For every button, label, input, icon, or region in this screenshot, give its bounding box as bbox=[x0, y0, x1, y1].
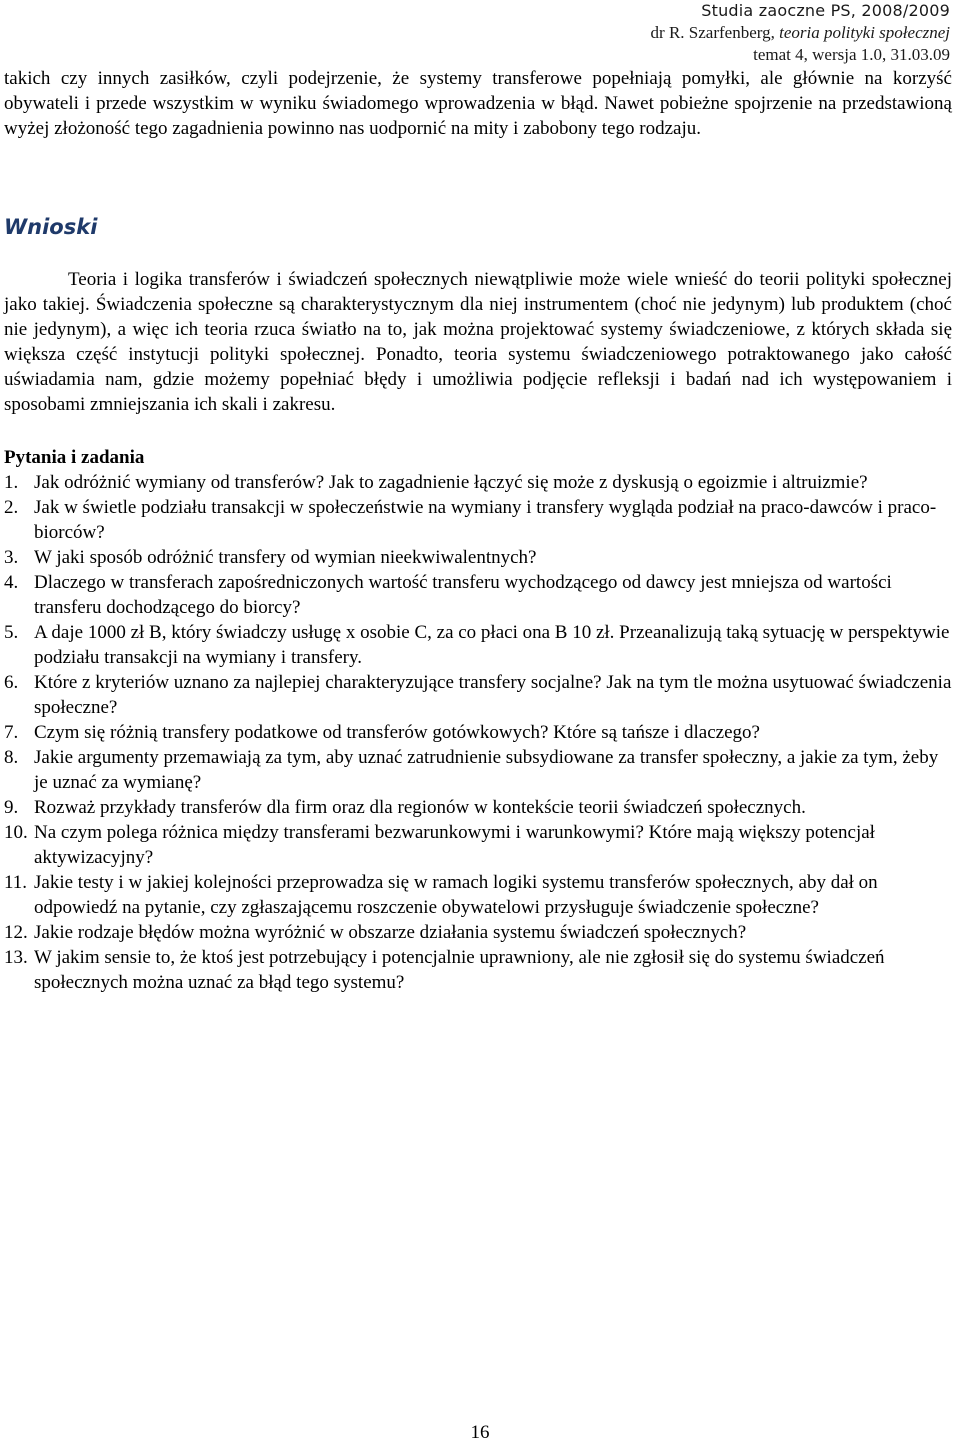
page-number: 16 bbox=[470, 1422, 490, 1443]
question-item bbox=[4, 470, 952, 495]
header-subject: teoria polityki społecznej bbox=[779, 23, 950, 42]
question-item bbox=[4, 745, 952, 795]
question-text: Jak w świetle podziału transakcji w społeczeństwie na wymiany i transfery wygląda podział na praco-dawców i praco-biorców? bbox=[34, 497, 937, 543]
question-item bbox=[4, 795, 952, 820]
question-item bbox=[4, 720, 952, 745]
question-text: Które z kryteriów uznano za najlepiej charakteryzujące transfery socjalne? Jak na tym tle można usytuować świadczenia społeczne? bbox=[34, 672, 952, 718]
question-number: 5. bbox=[4, 622, 19, 643]
question-text: Jakie argumenty przemawiają za tym, aby uznać zatrudnienie subsydiowane za transfer społeczny, a jakie za tym, żeby je uznać za wymianę? bbox=[34, 747, 939, 793]
question-number: 11. bbox=[4, 872, 28, 893]
questions-title: Pytania i zadania bbox=[4, 447, 145, 468]
question-text: Dlaczego w transferach zapośredniczonych wartość transferu wychodzącego od dawcy jest mniejsza od wartości transferu dochodzącego do biorcy? bbox=[34, 572, 892, 618]
header-author-line bbox=[651, 22, 950, 44]
question-item bbox=[4, 545, 952, 570]
question-number: 6. bbox=[4, 672, 19, 693]
question-text: W jaki sposób odróżnić transfery od wymian nieekwiwalentnych? bbox=[34, 547, 537, 568]
question-number: 8. bbox=[4, 747, 19, 768]
question-number: 10. bbox=[4, 822, 28, 843]
question-item bbox=[4, 670, 952, 720]
question-number: 7. bbox=[4, 722, 19, 743]
question-number: 2. bbox=[4, 497, 19, 518]
question-number: 4. bbox=[4, 572, 19, 593]
question-text: Jak odróżnić wymiany od transferów? Jak to zagadnienie łączyć się może z dyskusją o egoizmie i altruizmie? bbox=[34, 472, 868, 493]
question-text: Rozważ przykłady transferów dla firm oraz dla regionów w kontekście teorii świadczeń społecznych. bbox=[34, 797, 806, 818]
question-text: Czym się różnią transfery podatkowe od transferów gotówkowych? Które są tańsze i dlaczego? bbox=[34, 722, 760, 743]
question-text: W jakim sensie to, że ktoś jest potrzebujący i potencjalnie uprawniony, ale nie zgłosił się do systemu świadczeń społecznych można uznać za błąd tego systemu? bbox=[34, 947, 885, 993]
question-number: 9. bbox=[4, 797, 19, 818]
question-text: Jakie rodzaje błędów można wyróżnić w obszarze działania systemu świadczeń społecznych? bbox=[34, 922, 747, 943]
question-item bbox=[4, 920, 952, 945]
header-version: temat 4, wersja 1.0, 31.03.09 bbox=[753, 45, 950, 64]
document-body bbox=[4, 66, 952, 995]
question-number: 13. bbox=[4, 947, 28, 968]
question-number: 1. bbox=[4, 472, 19, 493]
question-item bbox=[4, 620, 952, 670]
question-text: Jakie testy i w jakiej kolejności przeprowadza się w ramach logiki systemu transferów społecznych, aby dał on odpowiedź na pytanie, czy zgłaszającemu roszczenie obywatelowi przysługuje świadczenie społeczne? bbox=[34, 872, 878, 918]
question-item bbox=[4, 945, 952, 995]
questions-list bbox=[4, 470, 952, 995]
intro-paragraph: takich czy innych zasiłków, czyli podejrzenie, że systemy transferowe popełniają pomyłki, ale głównie na korzyść obywateli i przede wszystkim w wyniku świadomego wprowadzenia w błąd. Nawet pobieżne spojrzenie na przedstawioną wyżej złożoność tego zagadnienia powinno nas uodpornić na mity i zabobony tego rodzaju. bbox=[4, 68, 952, 139]
question-text: A daje 1000 zł B, który świadczy usługę x osobie C, za co płaci ona B 10 zł. Przeanalizują taką sytuację w perspektywie podziału transakcji na wymiany i transfery. bbox=[34, 622, 950, 668]
question-number: 12. bbox=[4, 922, 28, 943]
header-course: Studia zaoczne PS, 2008/2009 bbox=[701, 1, 950, 20]
question-item bbox=[4, 820, 952, 870]
conclusion-paragraph: Teoria i logika transferów i świadczeń społecznych niewątpliwie może wiele wnieść do teorii polityki społecznej jako takiej. Świadczenia społeczne są charakterystycznym dla niej instrumentem (choć nie jedynym) lub produktem (choć nie jedynym), a więc ich teoria rzuca światło na to, jak można projektować systemy świadczeniowe, z których składa się większa część instytucji polityki społecznej. Ponadto, teoria systemu świadczeniowego potraktowanego jako całość uświadamia nam, gdzie możemy popełniać błędy i umożliwia podjęcie refleksji i badań nad ich występowaniem i sposobami zmniejszania ich skali i zakresu. bbox=[4, 269, 952, 415]
question-item bbox=[4, 495, 952, 545]
section-title: Wnioski bbox=[4, 215, 98, 239]
page-header bbox=[651, 0, 950, 66]
header-author: dr R. Szarfenberg, bbox=[650, 23, 780, 42]
question-number: 3. bbox=[4, 547, 19, 568]
question-text: Na czym polega różnica między transferami bezwarunkowymi i warunkowymi? Które mają większy potencjał aktywizacyjny? bbox=[34, 822, 875, 868]
question-item bbox=[4, 570, 952, 620]
question-item bbox=[4, 870, 952, 920]
